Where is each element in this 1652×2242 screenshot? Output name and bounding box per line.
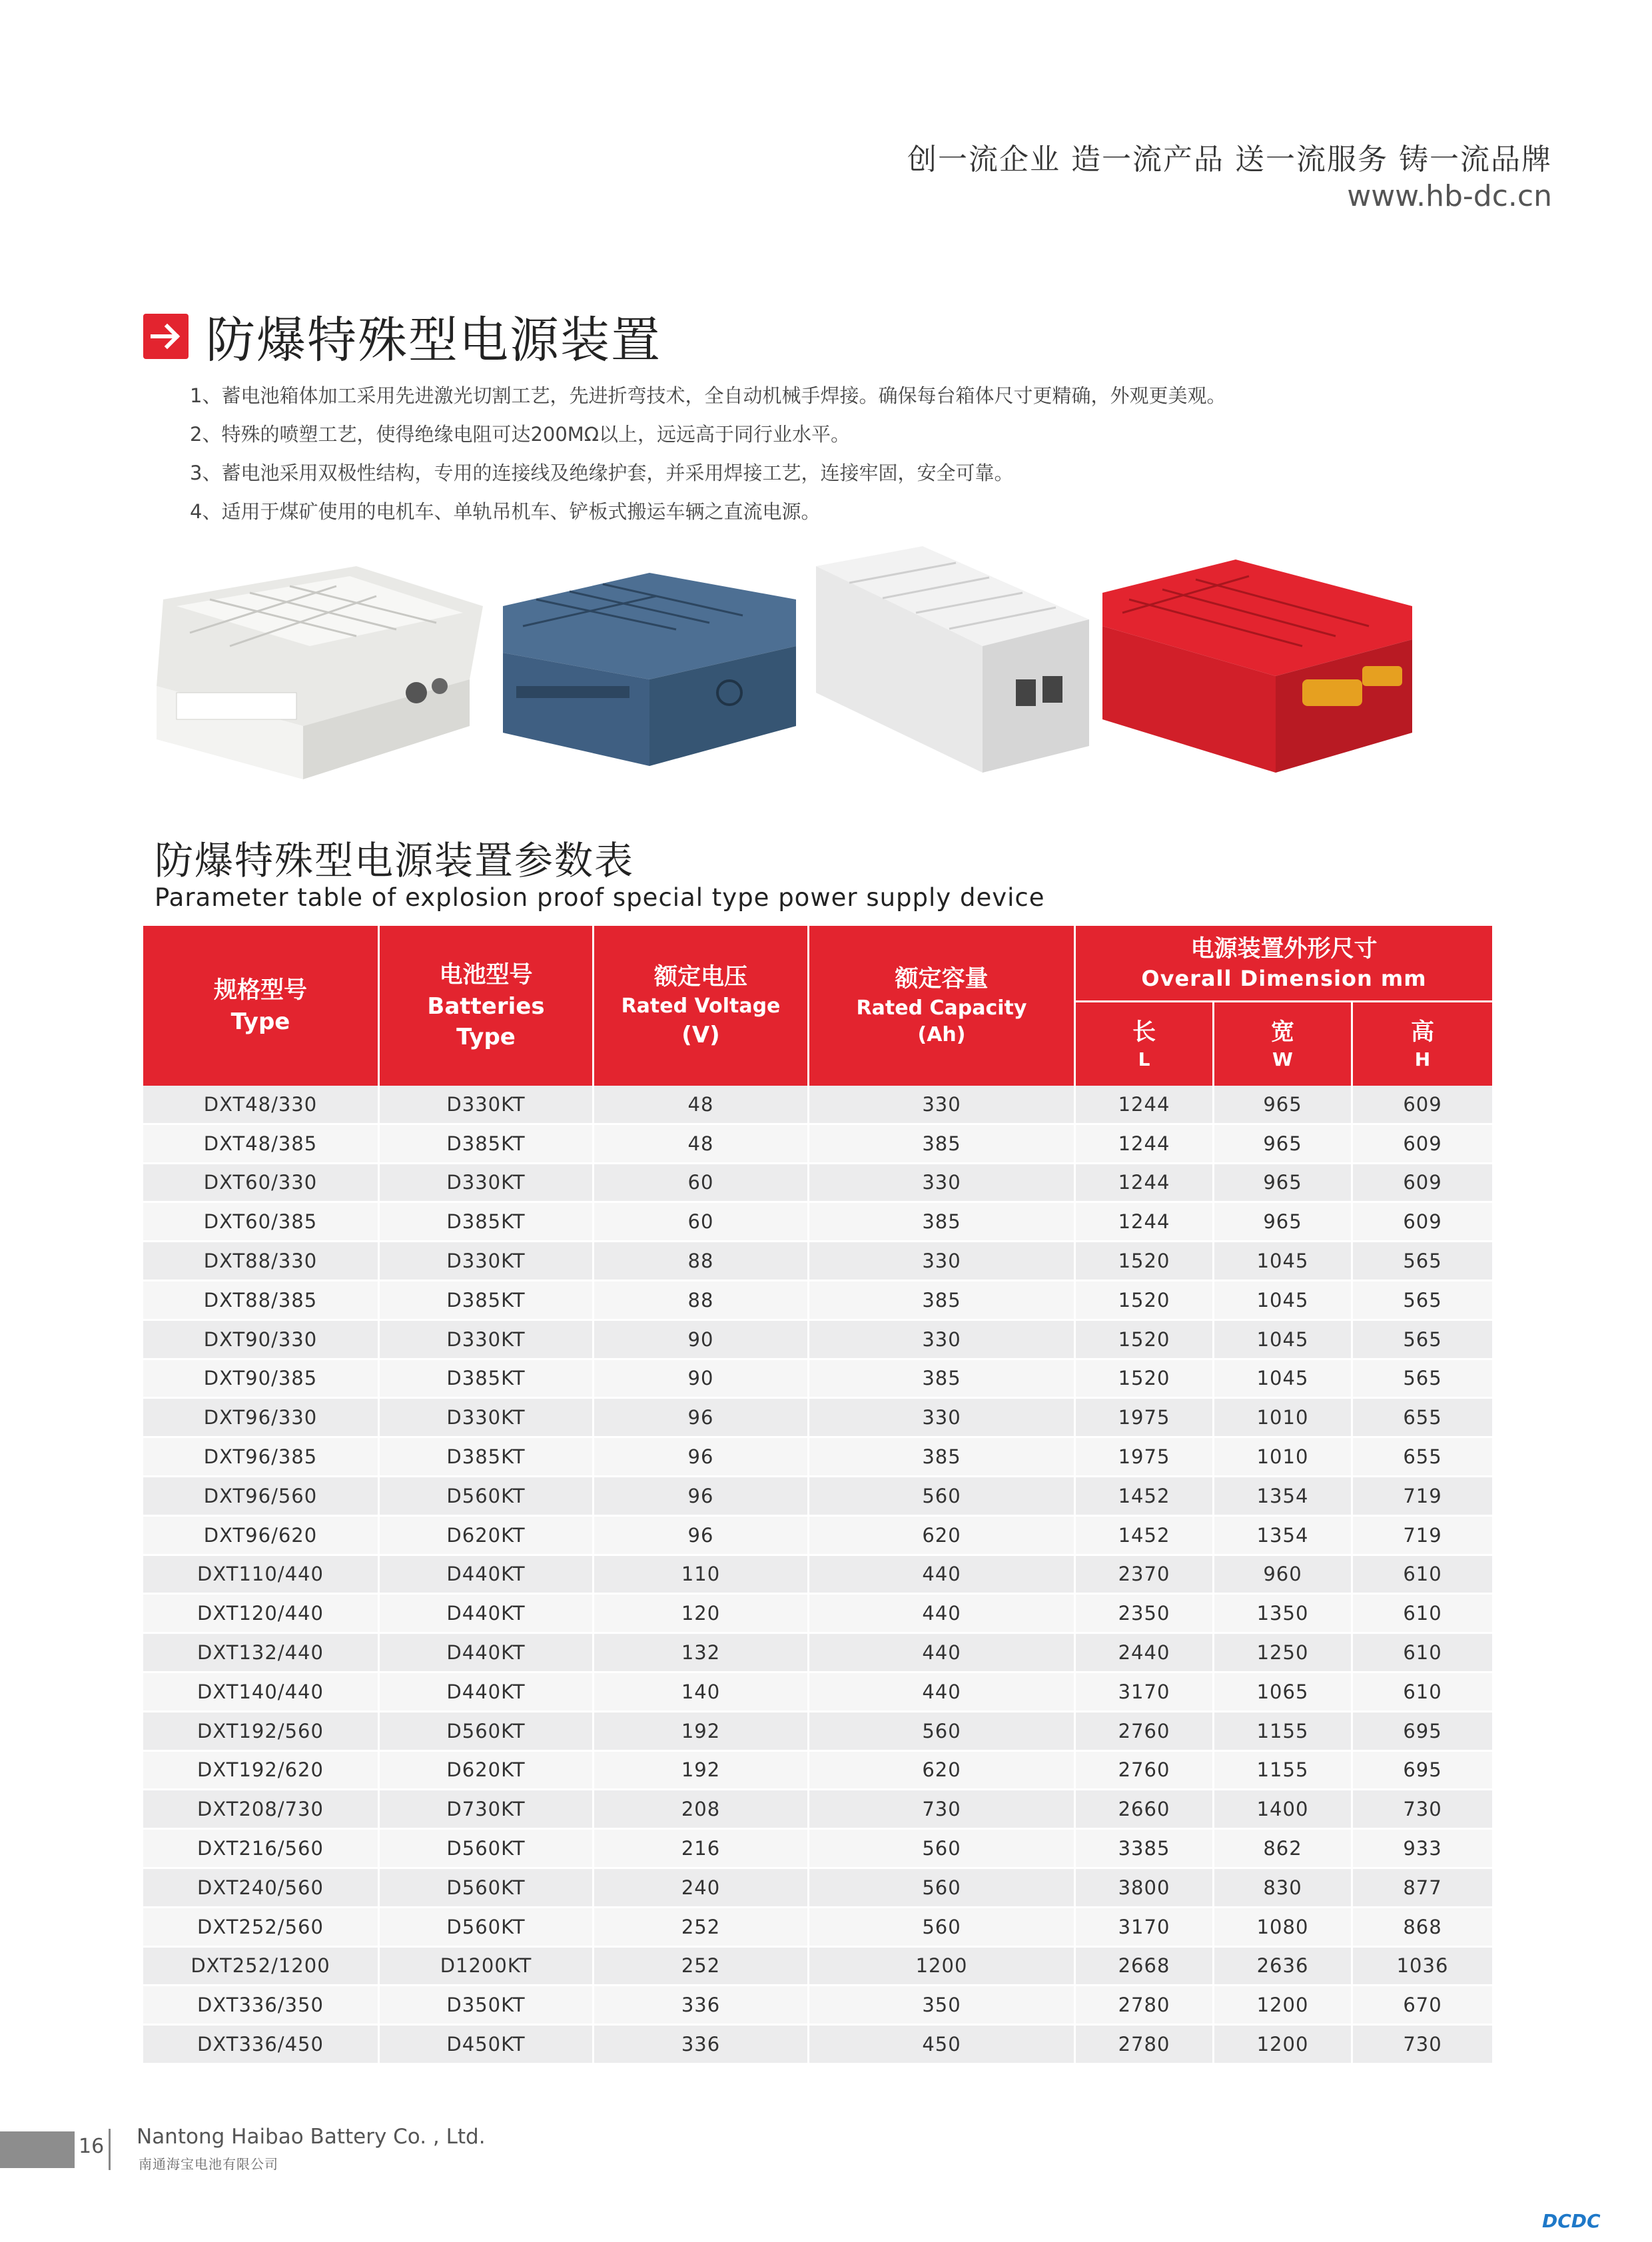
cell-voltage: 96	[594, 1438, 809, 1475]
cell-width: 1354	[1214, 1517, 1353, 1554]
cell-width: 1045	[1214, 1360, 1353, 1397]
cell-width: 862	[1214, 1830, 1353, 1867]
cell-voltage: 96	[594, 1477, 809, 1515]
cell-capacity: 385	[809, 1203, 1076, 1240]
header-voltage-en: Rated Voltage	[621, 994, 781, 1018]
cell-length: 1520	[1076, 1282, 1214, 1319]
header-dimension-en: Overall Dimension mm	[1141, 966, 1427, 991]
table-row	[143, 1282, 1492, 1321]
feature-item: 2、特殊的喷塑工艺，使得绝缘电阻可达200MΩ以上，远远高于同行业水平。	[190, 423, 850, 446]
table-row	[143, 1673, 1492, 1712]
cell-battery: D330KT	[380, 1164, 594, 1202]
cell-width: 1155	[1214, 1752, 1353, 1789]
cell-type: DXT48/385	[143, 1125, 380, 1162]
cell-type: DXT336/350	[143, 1986, 380, 2024]
cell-length: 2780	[1076, 1986, 1214, 2024]
cell-battery: D560KT	[380, 1477, 594, 1515]
cell-width: 830	[1214, 1869, 1353, 1906]
cell-type: DXT252/560	[143, 1908, 380, 1946]
cell-voltage: 192	[594, 1752, 809, 1789]
cell-battery: D440KT	[380, 1556, 594, 1593]
cell-battery: D385KT	[380, 1360, 594, 1397]
cell-length: 1244	[1076, 1203, 1214, 1240]
cell-type: DXT96/620	[143, 1517, 380, 1554]
cell-voltage: 90	[594, 1321, 809, 1358]
page-number: 16	[79, 2135, 105, 2158]
table-row	[143, 1125, 1492, 1164]
cell-battery: D620KT	[380, 1752, 594, 1789]
header-length	[1076, 1002, 1214, 1086]
cell-length: 1244	[1076, 1164, 1214, 1202]
product-image-white-tray	[137, 560, 483, 786]
cell-voltage: 60	[594, 1164, 809, 1202]
cell-battery: D620KT	[380, 1517, 594, 1554]
cell-voltage: 120	[594, 1595, 809, 1632]
cell-height: 670	[1403, 1994, 1442, 2017]
cell-voltage: 252	[594, 1948, 809, 1985]
cell-type: DXT96/385	[143, 1438, 380, 1475]
feature-item: 1、蓄电池箱体加工采用先进激光切割工艺，先进折弯技术，全自动机械手焊接。确保每台箱体尺寸更精确，外观更美观。	[190, 384, 1226, 407]
cell-length: 3800	[1076, 1869, 1214, 1906]
cell-voltage: 110	[594, 1556, 809, 1593]
cell-capacity: 730	[809, 1790, 1076, 1828]
cell-length: 2668	[1076, 1948, 1214, 1985]
cell-capacity: 440	[809, 1595, 1076, 1632]
cell-battery: D560KT	[380, 1908, 594, 1946]
cell-height: 565	[1403, 1367, 1442, 1390]
cell-height: 719	[1403, 1523, 1442, 1547]
cell-battery: D440KT	[380, 1595, 594, 1632]
header-width-en: W	[1272, 1048, 1293, 1070]
cell-capacity: 330	[809, 1164, 1076, 1202]
cell-height: 610	[1403, 1641, 1442, 1665]
cell-battery: D330KT	[380, 1086, 594, 1123]
parameter-table	[143, 926, 1492, 2065]
cell-battery: D730KT	[380, 1790, 594, 1828]
cell-type: DXT60/330	[143, 1164, 380, 1202]
table-row	[143, 1556, 1492, 1595]
cell-voltage: 208	[594, 1790, 809, 1828]
cell-length: 1520	[1076, 1242, 1214, 1280]
footer-bar	[0, 2131, 75, 2168]
table-row	[143, 1164, 1492, 1204]
table-header	[143, 926, 1492, 1086]
cell-height: 610	[1403, 1602, 1442, 1625]
table-row	[143, 1752, 1492, 1791]
cell-voltage: 90	[594, 1360, 809, 1397]
cell-length: 2760	[1076, 1712, 1214, 1750]
header-height	[1353, 1002, 1492, 1086]
cell-capacity: 385	[809, 1125, 1076, 1162]
cell-voltage: 336	[594, 1986, 809, 2024]
header-rated-capacity	[809, 926, 1076, 1086]
cell-height: 610	[1403, 1563, 1442, 1586]
table-row	[143, 1086, 1492, 1125]
table-row	[143, 1908, 1492, 1948]
cell-voltage: 140	[594, 1673, 809, 1710]
cell-width: 965	[1214, 1203, 1353, 1240]
slogan-text: 创一流企业 造一流产品 送一流服务 铸一流品牌	[907, 143, 1552, 177]
cell-voltage: 336	[594, 2026, 809, 2063]
header-batteries-en2: Type	[456, 1024, 516, 1050]
section-heading	[143, 301, 661, 372]
cell-capacity: 450	[809, 2026, 1076, 2063]
cell-voltage: 88	[594, 1242, 809, 1280]
cell-length: 1244	[1076, 1086, 1214, 1123]
table-row	[143, 1595, 1492, 1634]
cell-type: DXT140/440	[143, 1673, 380, 1710]
header-capacity-unit: (Ah)	[917, 1023, 966, 1046]
cell-width: 2636	[1214, 1948, 1353, 1985]
cell-type: DXT48/330	[143, 1086, 380, 1123]
table-title: 防爆特殊型电源装置参数表	[155, 838, 635, 883]
cell-height: 609	[1403, 1171, 1442, 1194]
cell-battery: D560KT	[380, 1869, 594, 1906]
cell-type: DXT90/385	[143, 1360, 380, 1397]
table-body	[143, 1086, 1492, 2065]
table-row	[143, 1321, 1492, 1360]
cell-width: 1045	[1214, 1282, 1353, 1319]
cell-battery: D560KT	[380, 1830, 594, 1867]
cell-capacity: 1200	[809, 1948, 1076, 1985]
cell-width: 1250	[1214, 1634, 1353, 1671]
cell-type: DXT208/730	[143, 1790, 380, 1828]
cell-battery: D330KT	[380, 1242, 594, 1280]
cell-type: DXT60/385	[143, 1203, 380, 1240]
cell-width: 1065	[1214, 1673, 1353, 1710]
cell-height: 695	[1403, 1719, 1442, 1742]
table-row	[143, 1242, 1492, 1282]
cell-type: DXT90/330	[143, 1321, 380, 1358]
cell-capacity: 385	[809, 1360, 1076, 1397]
header-dimension-cn: 电源装置外形尺寸	[1190, 936, 1378, 962]
cell-battery: D330KT	[380, 1321, 594, 1358]
cell-capacity: 560	[809, 1712, 1076, 1750]
header-capacity-cn: 额定容量	[895, 966, 989, 992]
cell-width: 1354	[1214, 1477, 1353, 1515]
table-row	[143, 1360, 1492, 1399]
cell-width: 965	[1214, 1164, 1353, 1202]
header-type-en: Type	[230, 1008, 290, 1035]
cell-battery: D385KT	[380, 1438, 594, 1475]
cell-length: 3170	[1076, 1908, 1214, 1946]
cell-height: 877	[1403, 1876, 1442, 1899]
cell-width: 965	[1214, 1125, 1353, 1162]
cell-capacity: 440	[809, 1556, 1076, 1593]
cell-capacity: 330	[809, 1321, 1076, 1358]
cell-height: 655	[1403, 1406, 1442, 1429]
cell-height: 609	[1403, 1092, 1442, 1116]
cell-type: DXT110/440	[143, 1556, 380, 1593]
header-type	[143, 926, 380, 1086]
cell-length: 1520	[1076, 1360, 1214, 1397]
cell-capacity: 560	[809, 1908, 1076, 1946]
cell-length: 2660	[1076, 1790, 1214, 1828]
header-batteries-cn: 电池型号	[439, 962, 533, 988]
header-voltage-cn: 额定电压	[653, 964, 747, 990]
cell-capacity: 440	[809, 1673, 1076, 1710]
arrow-right-icon	[143, 314, 189, 359]
cell-height: 730	[1403, 2033, 1442, 2056]
cell-width: 965	[1214, 1086, 1353, 1123]
cell-length: 3385	[1076, 1830, 1214, 1867]
cell-voltage: 252	[594, 1908, 809, 1946]
cell-length: 1975	[1076, 1438, 1214, 1475]
cell-voltage: 216	[594, 1830, 809, 1867]
table-subtitle: Parameter table of explosion proof special type power supply device	[155, 883, 1045, 912]
cell-width: 1200	[1214, 2026, 1353, 2063]
header-slogan	[907, 140, 1552, 213]
product-image-blue-box	[496, 573, 803, 766]
header-overall-dimension	[1076, 926, 1492, 1002]
cell-height: 730	[1403, 1798, 1442, 1821]
cell-capacity: 330	[809, 1086, 1076, 1123]
table-row	[143, 1712, 1492, 1752]
cell-type: DXT240/560	[143, 1869, 380, 1906]
cell-battery: D350KT	[380, 1986, 594, 2024]
header-length-en: L	[1138, 1048, 1150, 1070]
cell-width: 1350	[1214, 1595, 1353, 1632]
cell-capacity: 620	[809, 1752, 1076, 1789]
cell-height: 609	[1403, 1210, 1442, 1234]
table-row	[143, 1203, 1492, 1242]
cell-width: 1045	[1214, 1242, 1353, 1280]
header-width-cn: 宽	[1270, 1018, 1294, 1046]
cell-battery: D385KT	[380, 1203, 594, 1240]
cell-voltage: 132	[594, 1634, 809, 1671]
cell-voltage: 240	[594, 1869, 809, 1906]
cell-battery: D385KT	[380, 1282, 594, 1319]
feature-item: 4、适用于煤矿使用的电机车、单轨吊机车、铲板式搬运车辆之直流电源。	[190, 500, 821, 523]
cell-height: 695	[1403, 1758, 1442, 1782]
table-row	[143, 1438, 1492, 1477]
watermark-logo: DCDC	[1542, 2210, 1601, 2232]
company-name-cn: 南通海宝电池有限公司	[139, 2156, 278, 2172]
table-row	[143, 1634, 1492, 1673]
company-name-en: Nantong Haibao Battery Co. , Ltd.	[137, 2125, 486, 2149]
cell-width: 1200	[1214, 1986, 1353, 2024]
cell-height: 933	[1403, 1837, 1442, 1860]
cell-voltage: 48	[594, 1086, 809, 1123]
cell-length: 2350	[1076, 1595, 1214, 1632]
cell-capacity: 330	[809, 1399, 1076, 1436]
cell-type: DXT336/450	[143, 2026, 380, 2063]
cell-voltage: 60	[594, 1203, 809, 1240]
cell-capacity: 620	[809, 1517, 1076, 1554]
cell-length: 2780	[1076, 2026, 1214, 2063]
cell-type: DXT88/385	[143, 1282, 380, 1319]
cell-type: DXT192/620	[143, 1752, 380, 1789]
cell-width: 1080	[1214, 1908, 1353, 1946]
cell-type: DXT96/330	[143, 1399, 380, 1436]
header-height-cn: 高	[1410, 1018, 1434, 1046]
cell-length: 1452	[1076, 1477, 1214, 1515]
cell-type: DXT88/330	[143, 1242, 380, 1280]
table-row	[143, 1830, 1492, 1869]
cell-type: DXT96/560	[143, 1477, 380, 1515]
header-type-cn: 规格型号	[213, 977, 307, 1004]
cell-battery: D440KT	[380, 1673, 594, 1710]
section-title: 防爆特殊型电源装置	[206, 312, 661, 369]
cell-battery: D560KT	[380, 1712, 594, 1750]
cell-height: 719	[1403, 1484, 1442, 1507]
product-image-white-box	[809, 546, 1096, 773]
cell-height: 565	[1403, 1288, 1442, 1311]
footer-divider	[109, 2129, 111, 2170]
cell-height: 1036	[1396, 1954, 1449, 1978]
table-row	[143, 1517, 1492, 1556]
cell-height: 610	[1403, 1680, 1442, 1703]
cell-voltage: 96	[594, 1399, 809, 1436]
cell-length: 1975	[1076, 1399, 1214, 1436]
header-width	[1214, 1002, 1353, 1086]
table-row	[143, 1477, 1492, 1517]
cell-length: 3170	[1076, 1673, 1214, 1710]
cell-type: DXT132/440	[143, 1634, 380, 1671]
cell-voltage: 88	[594, 1282, 809, 1319]
cell-capacity: 560	[809, 1869, 1076, 1906]
cell-capacity: 385	[809, 1282, 1076, 1319]
cell-capacity: 330	[809, 1242, 1076, 1280]
header-height-en: H	[1414, 1048, 1431, 1070]
cell-height: 565	[1403, 1250, 1442, 1273]
cell-length: 2440	[1076, 1634, 1214, 1671]
header-rated-voltage	[594, 926, 809, 1086]
product-image-red-box	[1102, 560, 1416, 773]
cell-length: 1244	[1076, 1125, 1214, 1162]
feature-item: 3、蓄电池采用双极性结构，专用的连接线及绝缘护套，并采用焊接工艺，连接牢固，安全可靠。	[190, 462, 1014, 484]
cell-height: 655	[1403, 1445, 1442, 1469]
table-row	[143, 1948, 1492, 1987]
cell-type: DXT192/560	[143, 1712, 380, 1750]
cell-width: 1045	[1214, 1321, 1353, 1358]
cell-width: 1010	[1214, 1399, 1353, 1436]
cell-height: 868	[1403, 1915, 1442, 1938]
table-row	[143, 1986, 1492, 2026]
cell-length: 1452	[1076, 1517, 1214, 1554]
header-batteries-en: Batteries	[427, 993, 545, 1020]
cell-battery: D450KT	[380, 2026, 594, 2063]
table-row	[143, 2026, 1492, 2065]
header-voltage-unit: (V)	[681, 1022, 720, 1048]
cell-length: 1520	[1076, 1321, 1214, 1358]
cell-type: DXT252/1200	[143, 1948, 380, 1985]
cell-width: 1010	[1214, 1438, 1353, 1475]
table-row	[143, 1869, 1492, 1908]
cell-capacity: 560	[809, 1477, 1076, 1515]
cell-length: 2760	[1076, 1752, 1214, 1789]
cell-battery: D385KT	[380, 1125, 594, 1162]
feature-list	[190, 376, 1226, 531]
table-row	[143, 1790, 1492, 1830]
cell-voltage: 96	[594, 1517, 809, 1554]
cell-capacity: 350	[809, 1986, 1076, 2024]
cell-height: 609	[1403, 1132, 1442, 1155]
cell-battery: D1200KT	[380, 1948, 594, 1985]
table-row	[143, 1399, 1492, 1438]
header-batteries	[380, 926, 594, 1086]
cell-width: 1155	[1214, 1712, 1353, 1750]
cell-type: DXT120/440	[143, 1595, 380, 1632]
cell-battery: D440KT	[380, 1634, 594, 1671]
cell-battery: D330KT	[380, 1399, 594, 1436]
cell-capacity: 385	[809, 1438, 1076, 1475]
cell-length: 2370	[1076, 1556, 1214, 1593]
cell-width: 960	[1214, 1556, 1353, 1593]
header-capacity-en: Rated Capacity	[856, 996, 1027, 1020]
cell-voltage: 48	[594, 1125, 809, 1162]
header-length-cn: 长	[1132, 1018, 1156, 1046]
product-photos	[137, 546, 1469, 786]
cell-capacity: 440	[809, 1634, 1076, 1671]
cell-voltage: 192	[594, 1712, 809, 1750]
cell-capacity: 560	[809, 1830, 1076, 1867]
cell-width: 1400	[1214, 1790, 1353, 1828]
cell-type: DXT216/560	[143, 1830, 380, 1867]
cell-height: 565	[1403, 1327, 1442, 1351]
website-url: www.hb-dc.cn	[1347, 179, 1552, 213]
